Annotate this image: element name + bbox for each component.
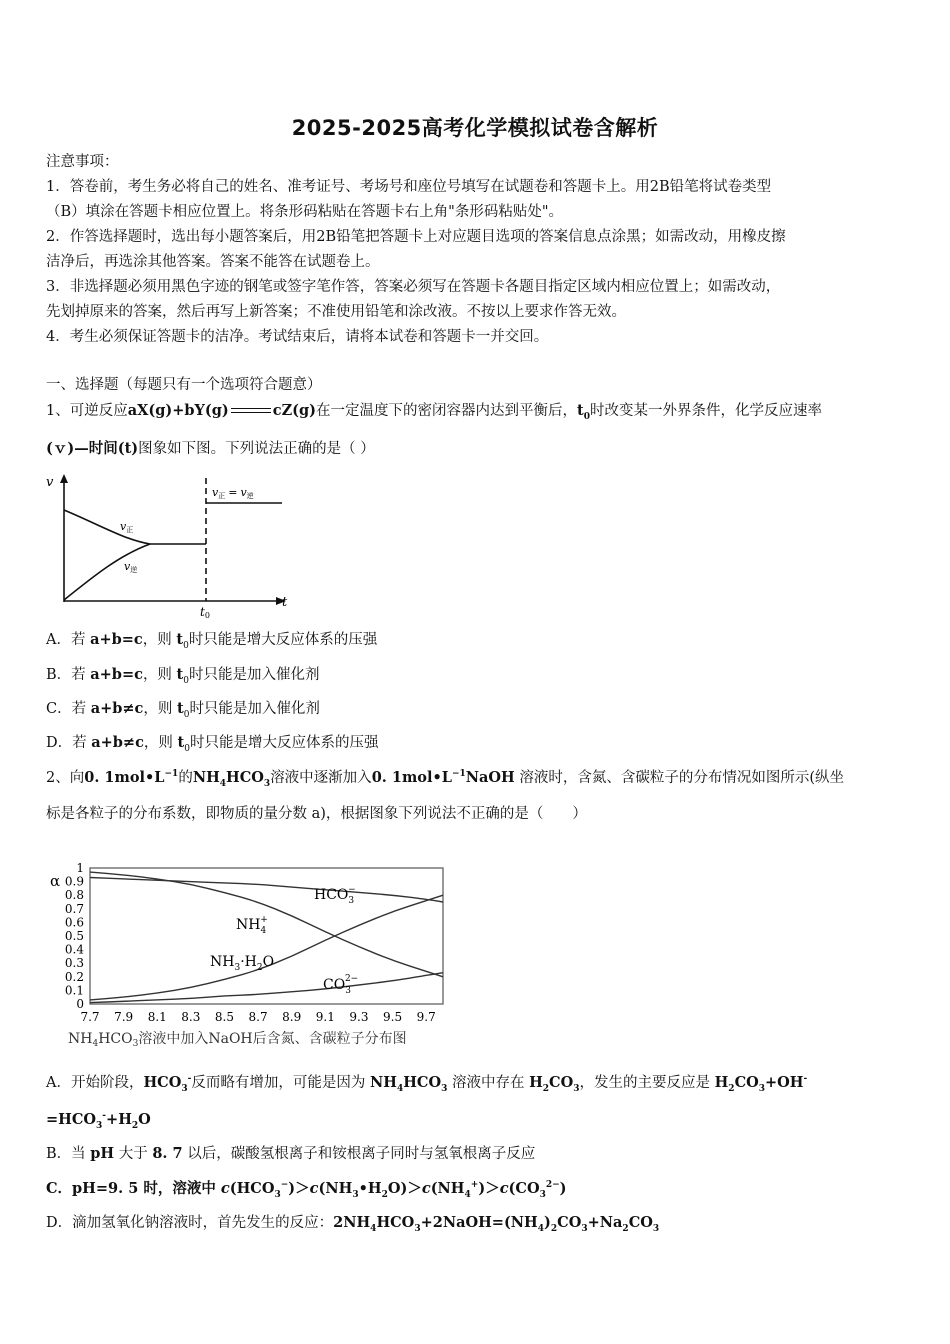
q1-stem-line-1 [46, 401, 822, 421]
option-letter: A．若 [46, 632, 91, 648]
label-sup: 2− [344, 974, 359, 984]
sub: 3 [181, 1083, 188, 1094]
q1-option-b[interactable] [46, 665, 319, 685]
option-text: C．pH=9. 5 时，溶液中 [46, 1180, 221, 1197]
label-sub: 4 [260, 926, 267, 936]
series-label-nh4 [236, 915, 268, 936]
sub: 3 [652, 1223, 660, 1234]
series-curves [90, 872, 443, 1003]
label-sub: 2 [256, 963, 263, 973]
q1-reactants: aX(g)+bY(g) [127, 402, 229, 419]
x-axis-label: t [282, 595, 288, 610]
q1-stem-line-2 [46, 439, 375, 459]
formula: CO [549, 1074, 574, 1091]
formula: 2NH [333, 1214, 371, 1231]
formula: ) [559, 1180, 567, 1197]
x-tick-label: 8.5 [214, 1010, 235, 1024]
formula: )＞ [478, 1180, 500, 1197]
formula: HCO [403, 1074, 442, 1091]
notice-line-1: 1．答卷前，考生务必将自己的姓名、准考证号、考场号和座位号填写在试题卷和答题卡上。用2B铅笔将试卷类型 [46, 179, 772, 195]
q1-rate-time-graph [40, 470, 300, 620]
label-sub: 3 [234, 963, 241, 973]
c-symbol: c [421, 1180, 431, 1197]
q2-formula: NaOH [465, 769, 515, 786]
option-text: 溶液中存在 [447, 1075, 530, 1091]
notice-line-7: 4．考生必须保证答题卡的洁净。考试结束后，请将本试卷和答题卡一并交回。 [46, 329, 549, 345]
formula: (CO [508, 1180, 540, 1197]
formula: CO [557, 1214, 582, 1231]
v-label: v [120, 520, 127, 533]
v-sub: 正 [218, 492, 226, 500]
q1-t-sub: 0 [583, 411, 590, 422]
label-sup: − [348, 885, 356, 895]
sub: 3 [539, 1189, 546, 1200]
q2-sub: 3 [263, 778, 271, 789]
caption-sub: 4 [92, 1039, 99, 1049]
option-condition: a+b=c [90, 631, 143, 648]
option-condition: a+b≠c [90, 700, 144, 717]
option-text: A．开始阶段， [46, 1075, 144, 1091]
q1-t: t [577, 402, 584, 419]
q2-text: 2、向 [46, 770, 85, 786]
page-title: 2025-2025高考化学模拟试卷含解析 [291, 116, 659, 140]
sub: 3 [352, 1189, 359, 1200]
sup: - [102, 1111, 107, 1122]
series-line-3 [90, 973, 443, 1003]
v-sub: 逆 [130, 566, 138, 574]
x-tick-labels [80, 1010, 435, 1024]
sub: 3 [414, 1223, 421, 1234]
option-text: 以后，碳酸氢根离子和铵根离子同时与氢氧根离子反应 [182, 1146, 536, 1162]
option-text: 反而略有增加，可能是因为 [191, 1075, 370, 1091]
y-tick-labels [65, 861, 84, 1011]
x-tick-label: 8.3 [181, 1010, 201, 1024]
formula: +H [106, 1111, 132, 1128]
y-tick-label: 0.6 [64, 915, 84, 930]
v-label: v [124, 560, 131, 573]
formula: H [714, 1074, 729, 1091]
series-line-2 [90, 895, 443, 1000]
option-t: t [176, 631, 184, 648]
option-letter: B．若 [46, 667, 91, 683]
sub: 2 [542, 1083, 550, 1094]
sup: − [280, 1180, 289, 1191]
q1-option-c[interactable] [46, 699, 320, 719]
q2-option-c[interactable] [46, 1179, 567, 1199]
v-label: v [240, 486, 247, 499]
caption-text: HCO [98, 1031, 133, 1047]
option-text: ，发生的主要反应是 [579, 1075, 715, 1091]
q1-option-d[interactable] [46, 733, 378, 753]
notice-line-4: 洁净后，再选涂其他答案。答案不能答在试题卷上。 [46, 254, 380, 270]
caption-text: NH [68, 1031, 93, 1047]
y-tick-label: 0.4 [64, 942, 84, 957]
y-tick-label: 0.8 [64, 888, 84, 903]
notice-line-6: 先划掉原来的答案，然后再写上新答案；不准使用铅笔和涂改液。不按以上要求作答无效。 [46, 304, 626, 320]
v-sub: 逆 [246, 492, 254, 500]
alpha-label: α [50, 872, 61, 890]
q2-option-a-line-2 [46, 1110, 151, 1130]
formula: HCO [143, 1074, 182, 1091]
chart-caption [68, 1030, 407, 1049]
label-sub: 3 [348, 896, 355, 906]
q2-sup: −1 [164, 769, 179, 780]
label-main: NH [210, 954, 235, 970]
series-line-0 [90, 878, 443, 903]
option-condition: a+b≠c [91, 734, 144, 751]
x-tick-label: 8.1 [147, 1010, 167, 1024]
formula: (NH [430, 1180, 465, 1197]
c-symbol: c [220, 1180, 230, 1197]
formula: CO [628, 1214, 653, 1231]
sup: + [470, 1180, 479, 1191]
formula: •H [358, 1180, 382, 1197]
option-text: ，则 [143, 701, 177, 717]
option-text: 时只能是加入催化剂 [188, 667, 320, 683]
x-tick-label: 9.1 [315, 1010, 335, 1024]
caption-text: 溶液中加入NaOH后含氮、含碳粒子分布图 [138, 1031, 407, 1047]
x-tick-label: 9.3 [349, 1010, 369, 1024]
notice-heading: 注意事项： [46, 154, 119, 170]
x-tick-label: 8.9 [282, 1010, 302, 1024]
sub: 2 [550, 1223, 558, 1234]
sup: 2− [545, 1180, 560, 1191]
label-main: NH [236, 917, 261, 933]
q2-text: 的 [178, 770, 193, 786]
x-tick-label: 7.9 [114, 1010, 134, 1024]
y-axis-label: v [46, 475, 54, 490]
formula: =HCO [46, 1111, 97, 1128]
sub: 4 [464, 1189, 471, 1200]
x-tick-label: 9.5 [383, 1010, 403, 1024]
series-label-nh3h2o [210, 954, 274, 973]
formula: pH [90, 1145, 115, 1162]
sub: 3 [96, 1120, 103, 1131]
label-main: HCO [314, 887, 349, 903]
label-main: CO [323, 977, 346, 993]
label-sub: 3 [345, 986, 351, 996]
v-label: v [212, 486, 219, 499]
formula: O [138, 1111, 151, 1128]
sub: 3 [758, 1083, 765, 1094]
q1-text: 1、可逆反应 [46, 403, 128, 419]
q2-option-a-line-1[interactable] [46, 1073, 807, 1093]
option-t: t [177, 700, 184, 717]
formula: +OH [765, 1074, 804, 1091]
notice-line-5: 3．非选择题必须用黑色字迹的钢笔或签字笔作答，答案必须写在答题卡各题目指定区域内相应位置上；如需改动， [46, 279, 781, 295]
option-t-sub: 0 [183, 675, 189, 686]
series-label-hco3 [314, 885, 356, 906]
t-label: t [200, 605, 205, 619]
option-condition: a+b=c [90, 666, 143, 683]
y-tick-label: 0.5 [64, 929, 84, 943]
x-tick-label: 7.7 [80, 1010, 100, 1024]
distribution-chart [40, 855, 460, 1055]
y-tick-label: 0.1 [64, 983, 84, 998]
value: 8. 7 [152, 1145, 183, 1162]
sub: 4 [370, 1223, 377, 1234]
formula: (HCO [229, 1180, 275, 1197]
option-t-sub: 0 [184, 743, 190, 754]
x-tick-label: 9.7 [416, 1010, 436, 1024]
equals-sign: = [228, 486, 238, 499]
formula: )＞ [288, 1180, 310, 1197]
sub: 2 [622, 1223, 629, 1234]
section-heading: 一、选择题（每题只有一个选项符合题意） [46, 377, 322, 393]
sub: 3 [441, 1083, 448, 1094]
equal-rates-label [212, 486, 254, 500]
q2-option-b[interactable] [46, 1144, 535, 1164]
option-text: ，则 [143, 735, 178, 751]
option-text: D．滴加氢氧化钠溶液时，首先发生的反应： [46, 1215, 334, 1231]
formula: +Na [587, 1214, 623, 1231]
q2-stem-line-2: 标是各粒子的分布系数，即物质的量分数 a)，根据图象下列说法不正确的是（ ） [46, 806, 587, 822]
q2-stem-line-1 [46, 768, 844, 788]
q1-option-a[interactable] [46, 630, 377, 650]
q2-conc: 0. 1mol•L [371, 769, 452, 786]
q2-sub: 4 [219, 778, 227, 789]
option-t: t [177, 734, 185, 751]
q1-axis-desc: (ｖ)—时间(t) [46, 440, 139, 457]
option-text: B．当 [46, 1146, 91, 1162]
sub: 3 [581, 1223, 588, 1234]
label-sup: + [260, 915, 268, 925]
v-forward-curve [64, 510, 150, 544]
sub: 2 [728, 1083, 735, 1094]
y-tick-label: 0.3 [64, 956, 84, 971]
option-t: t [176, 666, 184, 683]
sub: 3 [274, 1189, 281, 1200]
c-symbol: c [309, 1180, 319, 1197]
option-text: 大于 [114, 1146, 153, 1162]
option-t-sub: 0 [183, 709, 190, 720]
option-text: ，则 [142, 667, 177, 683]
option-text: ，则 [142, 632, 177, 648]
v-forward-label [120, 520, 133, 534]
q2-text: 溶液时，含氮、含碳粒子的分布情况如图所示(纵坐 [514, 770, 845, 786]
formula: ) [544, 1214, 551, 1231]
y-tick-label: 0.9 [64, 874, 84, 889]
q2-text: 溶液中逐渐加入 [270, 770, 372, 786]
caption-sub: 3 [132, 1039, 139, 1049]
q2-formula: NH [192, 769, 220, 786]
t0-label [200, 605, 210, 620]
q2-conc: 0. 1mol•L [84, 769, 165, 786]
sup: - [803, 1074, 808, 1085]
formula: +2NaOH=(NH [420, 1214, 538, 1231]
q2-option-d[interactable] [46, 1213, 659, 1233]
formula: (NH [318, 1180, 353, 1197]
notice-line-3: 2．作答选择题时，选出每小题答案后，用2B铅笔把答题卡上对应题目选项的答案信息点涂黑；如需改动，用橡皮擦 [46, 229, 786, 245]
option-text: 时只能是加入催化剂 [189, 701, 320, 717]
formula: CO [734, 1074, 759, 1091]
c-symbol: c [499, 1180, 509, 1197]
equilibrium-arrow-icon [231, 405, 271, 417]
formula: NH [369, 1074, 397, 1091]
q1-product: cZ(g) [272, 402, 317, 419]
x-tick-label: 8.7 [248, 1010, 268, 1024]
option-t-sub: 0 [183, 640, 189, 651]
option-text: 时只能是增大反应体系的压强 [189, 735, 379, 751]
sup: - [187, 1074, 192, 1085]
y-axis-arrow-icon [60, 474, 68, 483]
y-tick-label: 0.2 [64, 969, 84, 984]
sub: 3 [573, 1083, 580, 1094]
t-sub: 0 [204, 611, 210, 620]
q1-text: 时改变某一外界条件，化学反应速率 [590, 403, 822, 419]
sub: 4 [537, 1223, 545, 1234]
option-letter: D．若 [46, 735, 92, 751]
plot-frame [90, 868, 443, 1004]
v-sub: 正 [126, 526, 134, 534]
q1-text: 在一定温度下的密闭容器内达到平衡后， [316, 403, 578, 419]
formula: H [529, 1074, 543, 1091]
y-tick-label: 1 [76, 861, 84, 875]
option-letter: C．若 [46, 701, 91, 717]
y-tick-label: 0 [76, 997, 84, 1011]
formula: O)＞ [387, 1180, 422, 1197]
q2-sup: −1 [451, 769, 466, 780]
sub: 2 [381, 1189, 388, 1200]
q1-text: 图象如下图。下列说法正确的是（ ） [138, 441, 375, 457]
option-text: 时只能是增大反应体系的压强 [188, 632, 378, 648]
y-tick-label: 0.7 [64, 901, 84, 916]
label-main: ·H [240, 954, 257, 970]
label-main: O [262, 954, 275, 970]
v-reverse-label [124, 560, 137, 574]
sub: 4 [396, 1083, 404, 1094]
notice-line-2: （B）填涂在答题卡相应位置上。将条形码粘贴在答题卡右上角"条形码粘贴处"。 [46, 204, 563, 220]
formula: HCO [376, 1214, 415, 1231]
q2-formula: HCO [226, 769, 264, 786]
sub: 2 [131, 1120, 139, 1131]
